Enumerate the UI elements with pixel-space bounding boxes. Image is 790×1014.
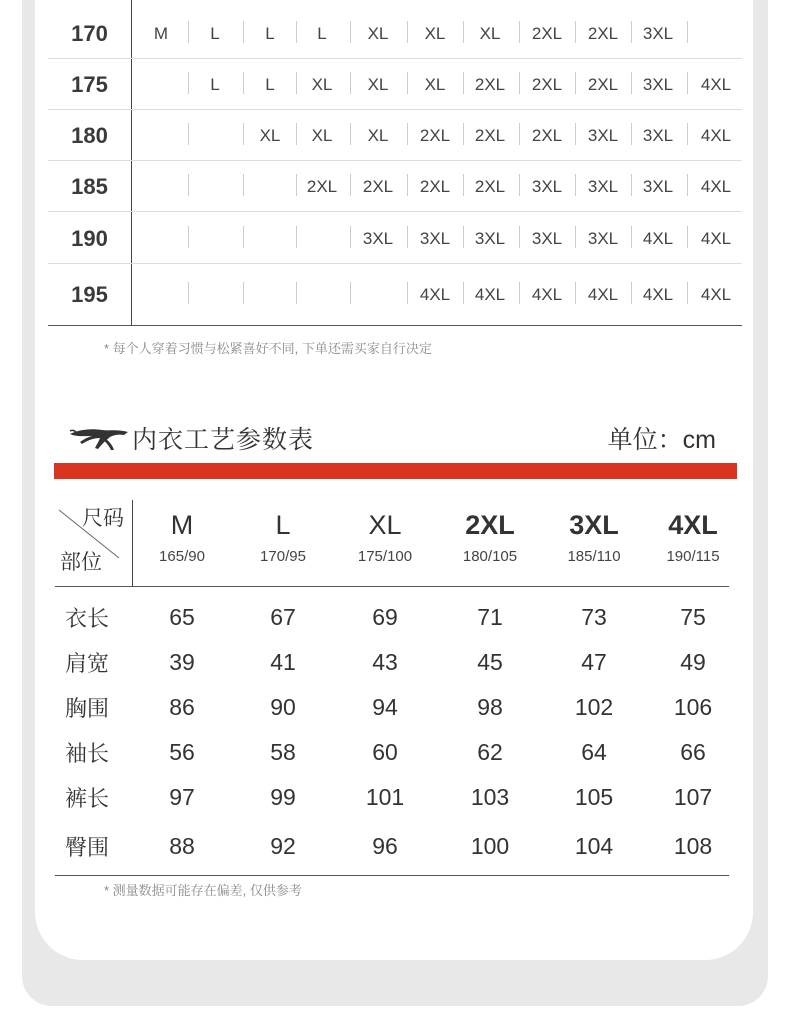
size-cell: XL xyxy=(367,74,389,94)
measurement-value: 65 xyxy=(169,604,195,630)
parameter-row xyxy=(55,640,729,685)
size-cell: 2XL xyxy=(587,74,619,94)
corner-size-label: 尺码 xyxy=(82,507,124,530)
size-cell: 3XL xyxy=(642,176,674,196)
height-label: 180 xyxy=(71,122,108,148)
size-cell: 3XL xyxy=(642,74,674,94)
size-row xyxy=(48,161,742,212)
height-label: 175 xyxy=(71,71,108,97)
measurement-value: 107 xyxy=(673,784,713,810)
size-cell xyxy=(294,269,350,320)
size-cell: 2XL xyxy=(474,74,506,94)
size-cell: 4XL xyxy=(700,228,732,248)
size-cell: 4XL xyxy=(700,176,732,196)
size-cell xyxy=(187,161,243,212)
size-cell: L xyxy=(210,74,220,94)
size-column-header xyxy=(641,508,745,565)
row-divider xyxy=(48,211,742,212)
size-cell xyxy=(133,59,189,110)
measurement-note: * 测量数据可能存在偏差, 仅供参考 xyxy=(104,883,302,898)
size-cell: 4XL xyxy=(642,228,674,248)
size-cell: XL xyxy=(311,74,333,94)
size-cell: 3XL xyxy=(531,176,563,196)
measurement-value: 71 xyxy=(477,604,503,630)
size-column-header xyxy=(130,508,234,565)
size-row xyxy=(48,110,742,161)
size-column-header xyxy=(231,508,335,565)
size-cell: 4XL xyxy=(587,284,619,304)
size-cell: 4XL xyxy=(419,284,451,304)
size-row xyxy=(48,59,742,110)
measurement-value: 45 xyxy=(477,649,503,675)
size-cell: 2XL xyxy=(531,125,563,145)
size-cell xyxy=(242,213,298,264)
size-cell: 2XL xyxy=(531,74,563,94)
measurement-value: 49 xyxy=(680,649,706,675)
measurement-value: 73 xyxy=(581,604,607,630)
row-divider xyxy=(48,263,742,264)
size-cell: 3XL xyxy=(642,23,674,43)
size-cell xyxy=(133,161,189,212)
size-label: M xyxy=(170,510,194,540)
measurement-value: 75 xyxy=(680,604,706,630)
measurement-value: 69 xyxy=(372,604,398,630)
size-row xyxy=(48,213,742,264)
part-label: 袖长 xyxy=(65,741,110,766)
unit-label: 单位：cm xyxy=(607,426,716,454)
size-column-header xyxy=(438,508,542,565)
size-cell: M xyxy=(153,23,169,43)
size-cell: 3XL xyxy=(587,176,619,196)
measurement-value: 106 xyxy=(673,694,713,720)
size-spec: 180/105 xyxy=(462,548,518,565)
measurement-value: 97 xyxy=(169,784,195,810)
size-row xyxy=(48,8,742,59)
size-cell xyxy=(187,110,243,161)
parameter-row xyxy=(55,775,729,820)
size-cell: 2XL xyxy=(306,176,338,196)
size-cell: 4XL xyxy=(642,284,674,304)
size-cell xyxy=(688,8,744,59)
size-spec: 185/110 xyxy=(567,548,621,565)
size-spec: 190/115 xyxy=(666,548,720,565)
fit-note: * 每个人穿着习惯与松紧喜好不同, 下单还需买家自行决定 xyxy=(104,341,432,356)
size-cell: 4XL xyxy=(474,284,506,304)
size-label: L xyxy=(275,510,291,540)
measurement-value: 99 xyxy=(270,784,296,810)
size-cell: 4XL xyxy=(531,284,563,304)
size-cell: 4XL xyxy=(700,125,732,145)
size-column-header xyxy=(542,508,646,565)
header-bottom-line xyxy=(55,586,729,587)
size-cell xyxy=(133,269,189,320)
size-cell: 3XL xyxy=(419,228,451,248)
size-label: 4XL xyxy=(668,510,718,540)
size-cell: 2XL xyxy=(362,176,394,196)
height-label: 195 xyxy=(71,281,108,307)
size-cell: XL xyxy=(424,23,446,43)
size-cell: 3XL xyxy=(587,125,619,145)
part-label: 胸围 xyxy=(65,696,110,721)
size-cell: L xyxy=(265,23,275,43)
size-column-header xyxy=(333,508,437,565)
height-label: 170 xyxy=(71,20,108,46)
part-label: 肩宽 xyxy=(65,651,110,676)
measurement-value: 47 xyxy=(581,649,607,675)
size-cell: 3XL xyxy=(362,228,394,248)
measurement-value: 100 xyxy=(470,833,510,859)
running-cheetah-logo-icon xyxy=(68,422,130,454)
parameter-row xyxy=(55,730,729,775)
measurement-value: 58 xyxy=(270,739,296,765)
size-cell: 2XL xyxy=(419,176,451,196)
table-corner-header xyxy=(55,500,132,586)
size-cell xyxy=(133,213,189,264)
size-cell: XL xyxy=(424,74,446,94)
size-spec: 170/95 xyxy=(260,548,306,565)
section-title: 内衣工艺参数表 xyxy=(132,426,315,454)
size-spec: 165/90 xyxy=(159,548,205,565)
height-label: 185 xyxy=(71,173,108,199)
size-cell: XL xyxy=(259,125,281,145)
size-cell: XL xyxy=(311,125,333,145)
measurement-value: 96 xyxy=(372,833,398,859)
size-cell: XL xyxy=(367,125,389,145)
height-size-table xyxy=(48,0,742,326)
parameter-row xyxy=(55,685,729,730)
size-cell: L xyxy=(210,23,220,43)
measurement-value: 67 xyxy=(270,604,296,630)
size-cell: 3XL xyxy=(642,125,674,145)
measurement-value: 62 xyxy=(477,739,503,765)
size-spec: 175/100 xyxy=(357,548,413,565)
measurement-value: 88 xyxy=(169,833,195,859)
measurement-value: 94 xyxy=(372,694,398,720)
size-row xyxy=(48,269,742,320)
measurement-value: 103 xyxy=(470,784,510,810)
size-cell: 4XL xyxy=(700,284,732,304)
size-cell: L xyxy=(265,74,275,94)
size-cell xyxy=(187,269,243,320)
size-cell: L xyxy=(317,23,327,43)
measurement-value: 64 xyxy=(581,739,607,765)
measurement-value: 108 xyxy=(673,833,713,859)
size-cell: XL xyxy=(479,23,501,43)
size-label: 3XL xyxy=(569,510,619,540)
size-cell xyxy=(350,269,406,320)
size-cell: 2XL xyxy=(474,125,506,145)
accent-bar xyxy=(54,463,737,479)
measurement-value: 66 xyxy=(680,739,706,765)
size-cell: 2XL xyxy=(531,23,563,43)
corner-part-label: 部位 xyxy=(60,551,102,574)
size-cell: 2XL xyxy=(587,23,619,43)
size-cell: XL xyxy=(367,23,389,43)
measurement-value: 105 xyxy=(574,784,614,810)
size-cell xyxy=(187,213,243,264)
size-cell: 4XL xyxy=(700,74,732,94)
size-cell: 2XL xyxy=(419,125,451,145)
measurement-value: 92 xyxy=(270,833,296,859)
parameter-row xyxy=(55,824,729,869)
measurement-value: 104 xyxy=(574,833,614,859)
size-cell xyxy=(294,213,350,264)
measurement-value: 60 xyxy=(372,739,398,765)
table-bottom-line xyxy=(48,325,742,326)
measurement-value: 39 xyxy=(169,649,195,675)
size-cell: 3XL xyxy=(474,228,506,248)
measurement-value: 56 xyxy=(169,739,195,765)
size-label: 2XL xyxy=(465,510,515,540)
table-bottom-line xyxy=(55,875,729,876)
size-cell xyxy=(242,161,298,212)
measurement-value: 41 xyxy=(270,649,296,675)
measurement-value: 43 xyxy=(372,649,398,675)
part-label: 臀围 xyxy=(65,835,110,860)
height-label: 190 xyxy=(71,225,108,251)
size-cell: 2XL xyxy=(474,176,506,196)
parameter-row xyxy=(55,595,729,640)
size-cell: 3XL xyxy=(587,228,619,248)
measurement-value: 90 xyxy=(270,694,296,720)
size-cell: 3XL xyxy=(531,228,563,248)
size-cell xyxy=(242,269,298,320)
measurement-value: 102 xyxy=(574,694,614,720)
section-header xyxy=(68,418,314,458)
measurement-value: 101 xyxy=(365,784,405,810)
size-cell xyxy=(133,110,189,161)
size-label: XL xyxy=(368,510,402,540)
measurement-value: 86 xyxy=(169,694,195,720)
measurement-value: 98 xyxy=(477,694,503,720)
part-label: 衣长 xyxy=(65,606,110,631)
part-label: 裤长 xyxy=(65,786,110,811)
